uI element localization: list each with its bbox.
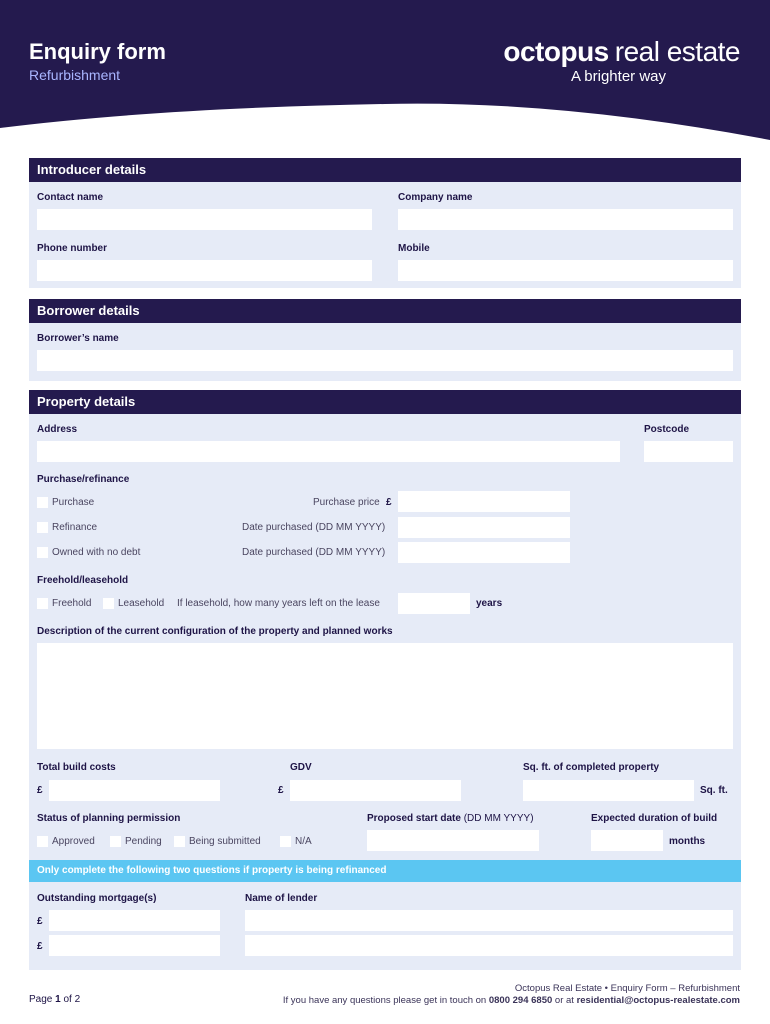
owned-no-debt-checkbox[interactable] <box>37 547 48 558</box>
duration-field[interactable] <box>591 830 663 851</box>
mortgage-currency-2: £ <box>37 941 43 952</box>
pending-option-label: Pending <box>125 836 162 847</box>
company-name-field[interactable] <box>398 209 733 230</box>
phone-number-label: Phone number <box>37 243 108 254</box>
form-subtitle: Refurbishment <box>29 67 121 83</box>
purchase-price-currency: £ <box>386 497 392 508</box>
mortgage-label: Outstanding mortgage(s) <box>37 893 157 904</box>
mobile-field[interactable] <box>398 260 733 281</box>
approved-checkbox[interactable] <box>37 836 48 847</box>
freehold-option-label: Freehold <box>52 598 92 609</box>
duration-label: Expected duration of build <box>591 813 718 824</box>
page-label: Page <box>29 994 53 1005</box>
build-costs-currency: £ <box>37 785 43 796</box>
borrower-heading: Borrower details <box>29 299 741 323</box>
mortgage-field-2[interactable] <box>49 935 220 956</box>
page-indicator <box>29 994 80 1005</box>
freehold-checkbox[interactable] <box>37 598 48 609</box>
purchase-price-field[interactable] <box>398 491 570 512</box>
footer-contact-prefix: If you have any questions please get in touch on <box>282 995 487 1006</box>
logo-bold-text: octopus <box>503 36 609 67</box>
borrower-name-field[interactable] <box>37 350 733 371</box>
contact-name-label: Contact name <box>37 192 104 203</box>
sqft-label: Sq. ft. of completed property <box>523 762 660 773</box>
lender-field-1[interactable] <box>245 910 733 931</box>
postcode-field[interactable] <box>644 441 733 462</box>
start-date-label-text: Proposed start date <box>367 813 461 824</box>
planning-label: Status of planning permission <box>37 813 181 824</box>
lease-years-label: If leasehold, how many years left on the lease <box>177 598 380 609</box>
date-purchased-label-2: Date purchased (DD MM YYYY) <box>242 547 386 558</box>
lease-years-field[interactable] <box>398 593 470 614</box>
address-label: Address <box>37 424 78 435</box>
approved-option-label: Approved <box>52 836 95 847</box>
leasehold-option-label: Leasehold <box>118 598 165 609</box>
page-of: of 2 <box>63 994 81 1005</box>
owned-no-debt-option-label: Owned with no debt <box>52 547 141 558</box>
tenure-label: Freehold/leasehold <box>37 575 129 586</box>
form-title: Enquiry form <box>29 39 166 64</box>
sqft-field[interactable] <box>523 780 694 801</box>
purchase-option-label: Purchase <box>52 497 95 508</box>
contact-name-field[interactable] <box>37 209 372 230</box>
months-unit: months <box>669 836 706 847</box>
gdv-field[interactable] <box>290 780 461 801</box>
refinance-option-label: Refinance <box>52 522 98 533</box>
refinance-banner: Only complete the following two questions if property is being refinanced <box>29 860 741 882</box>
purchase-price-label: Purchase price <box>313 497 380 508</box>
start-date-label <box>367 813 534 824</box>
build-costs-field[interactable] <box>49 780 220 801</box>
mortgage-currency-1: £ <box>37 916 43 927</box>
lender-field-2[interactable] <box>245 935 733 956</box>
footer-or-at: or at <box>554 995 574 1006</box>
page-header <box>0 0 770 140</box>
logo-light-text: real estate <box>614 36 740 67</box>
purchase-refinance-label: Purchase/refinance <box>37 474 130 485</box>
postcode-label: Postcode <box>644 424 690 435</box>
company-logo <box>503 36 740 68</box>
leasehold-checkbox[interactable] <box>103 598 114 609</box>
date-purchased-field-1[interactable] <box>398 517 570 538</box>
being-submitted-checkbox[interactable] <box>174 836 185 847</box>
description-label: Description of the current configuration of the property and planned works <box>37 626 393 637</box>
introducer-heading: Introducer details <box>29 158 741 182</box>
pending-checkbox[interactable] <box>110 836 121 847</box>
description-textarea[interactable] <box>37 643 733 749</box>
footer-contact-line <box>283 995 740 1006</box>
date-purchased-field-2[interactable] <box>398 542 570 563</box>
purchase-checkbox[interactable] <box>37 497 48 508</box>
footer-email-link[interactable]: residential@octopus-realestate.com <box>576 995 740 1006</box>
date-purchased-label-1: Date purchased (DD MM YYYY) <box>242 522 386 533</box>
introducer-section <box>29 158 741 288</box>
build-costs-label: Total build costs <box>37 762 116 773</box>
page-number: 1 <box>55 994 61 1005</box>
start-date-field[interactable] <box>367 830 539 851</box>
lender-label: Name of lender <box>245 893 318 904</box>
na-checkbox[interactable] <box>280 836 291 847</box>
gdv-label: GDV <box>290 762 312 773</box>
borrower-section <box>29 299 741 381</box>
footer-phone: 0800 294 6850 <box>488 995 553 1006</box>
gdv-currency: £ <box>278 785 284 796</box>
start-date-format: (DD MM YYYY) <box>463 813 534 824</box>
mobile-label: Mobile <box>398 243 430 254</box>
borrower-name-label: Borrower’s name <box>37 333 119 344</box>
sqft-unit: Sq. ft. <box>700 785 728 796</box>
na-option-label: N/A <box>295 836 312 847</box>
years-unit: years <box>476 598 503 609</box>
logo-tagline: A brighter way <box>570 68 666 85</box>
mortgage-field-1[interactable] <box>49 910 220 931</box>
refinance-checkbox[interactable] <box>37 522 48 533</box>
property-heading: Property details <box>29 390 741 414</box>
footer-document-line: Octopus Real Estate • Enquiry Form – Refurbishment <box>514 983 740 994</box>
property-section <box>29 390 741 970</box>
address-field[interactable] <box>37 441 620 462</box>
being-submitted-option-label: Being submitted <box>189 836 261 847</box>
company-name-label: Company name <box>398 192 473 203</box>
phone-number-field[interactable] <box>37 260 372 281</box>
